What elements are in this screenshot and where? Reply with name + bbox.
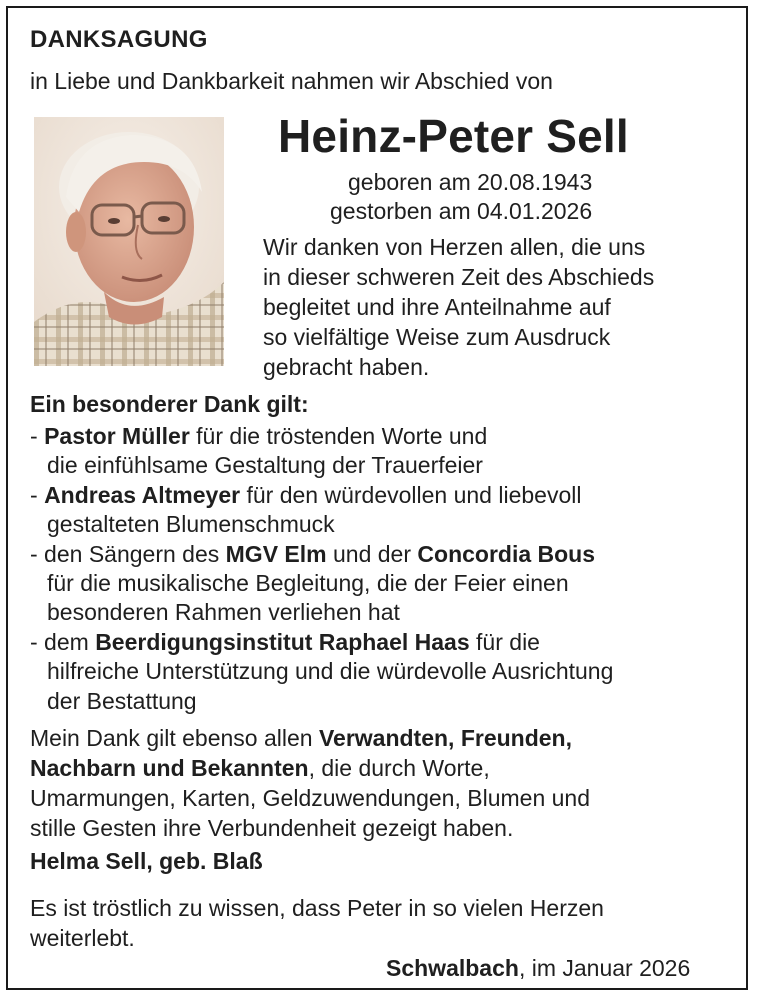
bold-name: Pastor Müller [44, 423, 190, 449]
thanks-line: in dieser schweren Zeit des Abschieds [263, 264, 655, 290]
birth-date: geboren am 20.08.1943 [348, 169, 593, 195]
list-item [30, 540, 613, 569]
thanks-line: so vielfältige Weise zum Ausdruck [263, 324, 611, 350]
list-item-continuation: der Bestattung [47, 687, 197, 714]
list-item-continuation: besonderen Rahmen verliehen hat [47, 599, 400, 626]
list-text: für den würdevollen und liebevoll [240, 481, 582, 508]
thanks-line: begleitet und ihre Anteilnahme auf [263, 294, 611, 320]
special-thanks-title: Ein besonderer Dank gilt: [30, 391, 309, 417]
list-text: für die [469, 628, 540, 655]
thanks-list [30, 422, 613, 716]
list-text: und der [326, 540, 418, 567]
bold-name: Andreas Altmeyer [44, 481, 241, 508]
death-date: gestorben am 04.01.2026 [330, 198, 593, 224]
deceased-name: Heinz-Peter Sell [278, 110, 629, 162]
outro-text: Mein Dank gilt ebenso allen [30, 725, 319, 751]
portrait-image [34, 117, 224, 366]
intro-line: in Liebe und Dankbarkeit nahmen wir Abschied von [30, 68, 553, 94]
list-item [30, 628, 613, 657]
thanks-line: Wir danken von Herzen allen, die uns [263, 234, 646, 260]
obituary-card [6, 6, 748, 990]
bold-text: Verwandten, Freunden, [318, 725, 572, 751]
list-item-continuation: gestalteten Blumenschmuck [47, 511, 335, 538]
bold-name: Beerdigungsinstitut Raphael Haas [95, 628, 470, 655]
thanks-paragraph [263, 233, 654, 383]
comfort-line: weiterlebt. [30, 925, 135, 951]
place-name: Schwalbach [386, 955, 519, 981]
place-date [386, 954, 690, 983]
outro-line [30, 724, 590, 754]
bold-text: Nachbarn und Bekannten [30, 755, 309, 781]
comfort-line: Es ist tröstlich zu wissen, dass Peter in so vielen Herzen [30, 895, 604, 921]
date-text: , im Januar 2026 [518, 955, 691, 981]
thanks-line: gebracht haben. [263, 354, 430, 380]
portrait-photo [34, 117, 224, 366]
list-item [30, 481, 613, 510]
outro-line [30, 754, 590, 784]
list-item [30, 422, 613, 451]
list-text: - dem [30, 628, 96, 655]
heading: DANKSAGUNG [30, 26, 208, 53]
outro-line: Umarmungen, Karten, Geldzuwendungen, Blumen und [30, 785, 591, 811]
outro-line: stille Gesten ihre Verbundenheit gezeigt haben. [30, 815, 514, 841]
list-item-continuation: die einfühlsame Gestaltung der Trauerfeier [47, 452, 483, 479]
list-text: - den Sängern des [30, 540, 226, 567]
bold-name: MGV Elm [225, 540, 327, 567]
bullet-text: - [30, 423, 45, 449]
outro-paragraph [30, 724, 590, 844]
outro-text: , die durch Worte, [308, 755, 490, 781]
signature: Helma Sell, geb. Blaß [30, 848, 263, 874]
bullet-text: - [30, 481, 45, 508]
list-item-continuation: für die musikalische Begleitung, die der Feier einen [47, 569, 569, 596]
list-text: für die tröstenden Worte und [189, 423, 488, 449]
comfort-paragraph [30, 894, 604, 954]
bold-name: Concordia Bous [417, 540, 596, 567]
list-item-continuation: hilfreiche Unterstützung und die würdevolle Ausrichtung [47, 658, 614, 685]
